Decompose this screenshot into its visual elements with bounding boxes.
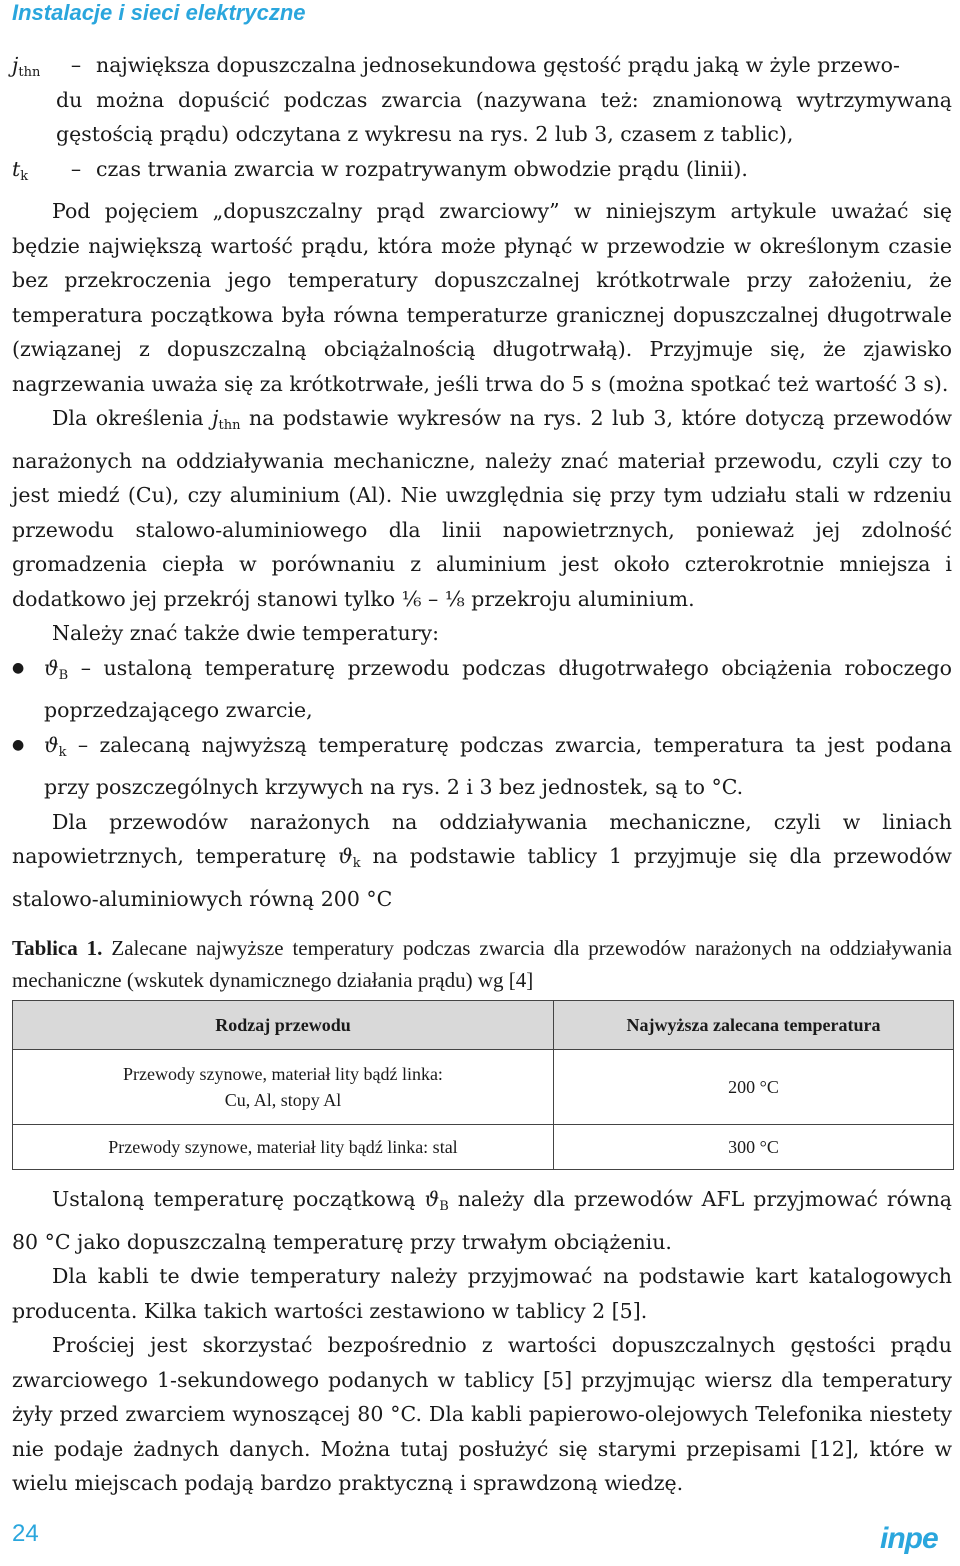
paragraph: Pod pojęciem „dopuszczalny prąd zwarciowy” w niniejszym artykule uważać się będzie największą wartość prądu, która może płynąć w przewodzie w określonym czasie bez przekroczenia jego temperatury dopuszczalnej krótkotrwale przy założeniu, że temperatura początkowa była równa temperaturze granicznej dopuszczalnej długotrwale (związanej z dopuszczalną obciążalnością długotrwałą). Przyjmuje się, że zjawisko nagrzewania uważa się za krótkotrwałe, jeśli trwa do 5 s (można spotkać też wartość 3 s). (12, 199, 952, 396)
table-header-cell: Rodzaj przewodu (13, 1001, 554, 1050)
definition-text: czas trwania zwarcia w rozpatrywanym obwodzie prądu (linii). (96, 156, 748, 181)
table-caption: Tablica 1. Zalecane najwyższe temperatury podczas zwarcia dla przewodów narażonych na oddziaływania mechaniczne (wskutek dynamicznego działania prądu) wg [4] (12, 936, 952, 992)
main-text (12, 48, 952, 916)
paragraph: Należy znać także dwie temperatury: (52, 621, 439, 645)
table-header-row (13, 1001, 954, 1050)
table-cell: Przewody szynowe, materiał lity bądź linka: Cu, Al, stopy Al (13, 1050, 554, 1125)
list-item: ● $ϑ_k$ – zalecaną najwyższą temperaturę podczas zwarcia, temperatura ta jest podana przy poszczególnych krzywych na rys. 2 i 3 bez jednostek, są to °C. (12, 728, 952, 805)
bullet-icon: ● (12, 659, 25, 676)
bullet-icon: ● (12, 736, 25, 753)
table-cell: Przewody szynowe, materiał lity bądź linka: stal (13, 1125, 554, 1170)
paragraph: Dla przewodów narażonych na oddziaływania mechaniczne, czyli w liniach napowietrznych, temperaturę $ϑ_k$ na podstawie tablicy 1 przyjmuje się dla przewodów stalowo-aluminiowych równą 200 °C (12, 809, 952, 911)
definition-symbol: $j_{thn}$ (12, 53, 41, 80)
definition-text-cont: du można dopuścić podczas zwarcia (nazywana też: znamionową wytrzymywaną gęstością prądu) odczytana z wykresu na rys. 2 lub 3, czasem z tablic), (56, 87, 952, 146)
publisher-logo: inpe (880, 1522, 938, 1555)
table-row (13, 1125, 954, 1170)
main-text-2 (12, 1182, 952, 1501)
list-item: ● $ϑ_B$ – ustaloną temperaturę przewodu podczas długotrwałego obciążenia roboczego poprzedzającego zwarcie, (12, 651, 952, 728)
table-row (13, 1050, 954, 1125)
paragraph: Dla kabli te dwie temperatury należy przyjmować na podstawie kart katalogowych producenta. Kilka takich wartości zestawiono w tablicy 2 [5]. (12, 1264, 952, 1323)
definition-tk: $t_k$ – czas trwania zwarcia w rozpatrywanym obwodzie prądu (linii). (12, 152, 952, 195)
table-cell: 200 °C (553, 1050, 953, 1125)
page-number: 24 (12, 1520, 39, 1547)
section-header: Instalacje i sieci elektryczne (12, 0, 306, 25)
definition-jthn: $j_{thn}$ – największa dopuszczalna jednosekundowa gęstość prądu jaką w żyle przewo- du można dopuścić podczas zwarcia (nazywana też: znamionową wytrzymywaną gęstością prądu) odczytana z wykresu na rys. 2 lub 3, czasem z tablic), (12, 48, 952, 152)
table-cell: 300 °C (553, 1125, 953, 1170)
definition-text: największa dopuszczalna jednosekundowa gęstość prądu jaką w żyle przewo- (96, 53, 900, 77)
table-1 (12, 1000, 954, 1170)
definition-symbol: $t_k$ (12, 156, 29, 184)
table-header-cell: Najwyższa zalecana temperatura (553, 1001, 953, 1050)
paragraph: Prościej jest skorzystać bezpośrednio z wartości dopuszczalnych gęstości prądu zwarciowego 1-sekundowego podanych w tablicy [5] przyjmując wiersz dla temperatury żyły przed zwarciem wynoszącej 80 °C. Dla kabli papierowo-olejowych Telefonika niestety nie podaje żadnych danych. Można tutaj posłużyć się starymi przepisami [12], które w wielu miejscach podają bardzo praktyczną i sprawdzoną wiedzę. (12, 1333, 952, 1495)
paragraph: Dla określenia $j_{thn}$ na podstawie wykresów na rys. 2 lub 3, które dotyczą przewodów narażonych na oddziaływania mechaniczne, należy znać materiał przewodu, czyli czy to jest miedź (Cu), czy aluminium (Al). Nie uwzględnia się przy tym udziału stali w rdzeniu przewodu stalowo-aluminiowego dla linii napowietrznych, ponieważ jej zdolność gromadzenia ciepła w porównaniu z aluminium jest około czterokrotnie mniejsza i dodatkowo jej przekrój stanowi tylko ⅙ – ⅛ przekroju aluminium. (12, 406, 952, 611)
paragraph: Ustaloną temperaturę początkową $ϑ_B$ należy dla przewodów AFL przyjmować równą 80 °C jako dopuszczalną temperaturę przy trwałym obciążeniu. (12, 1187, 952, 1254)
